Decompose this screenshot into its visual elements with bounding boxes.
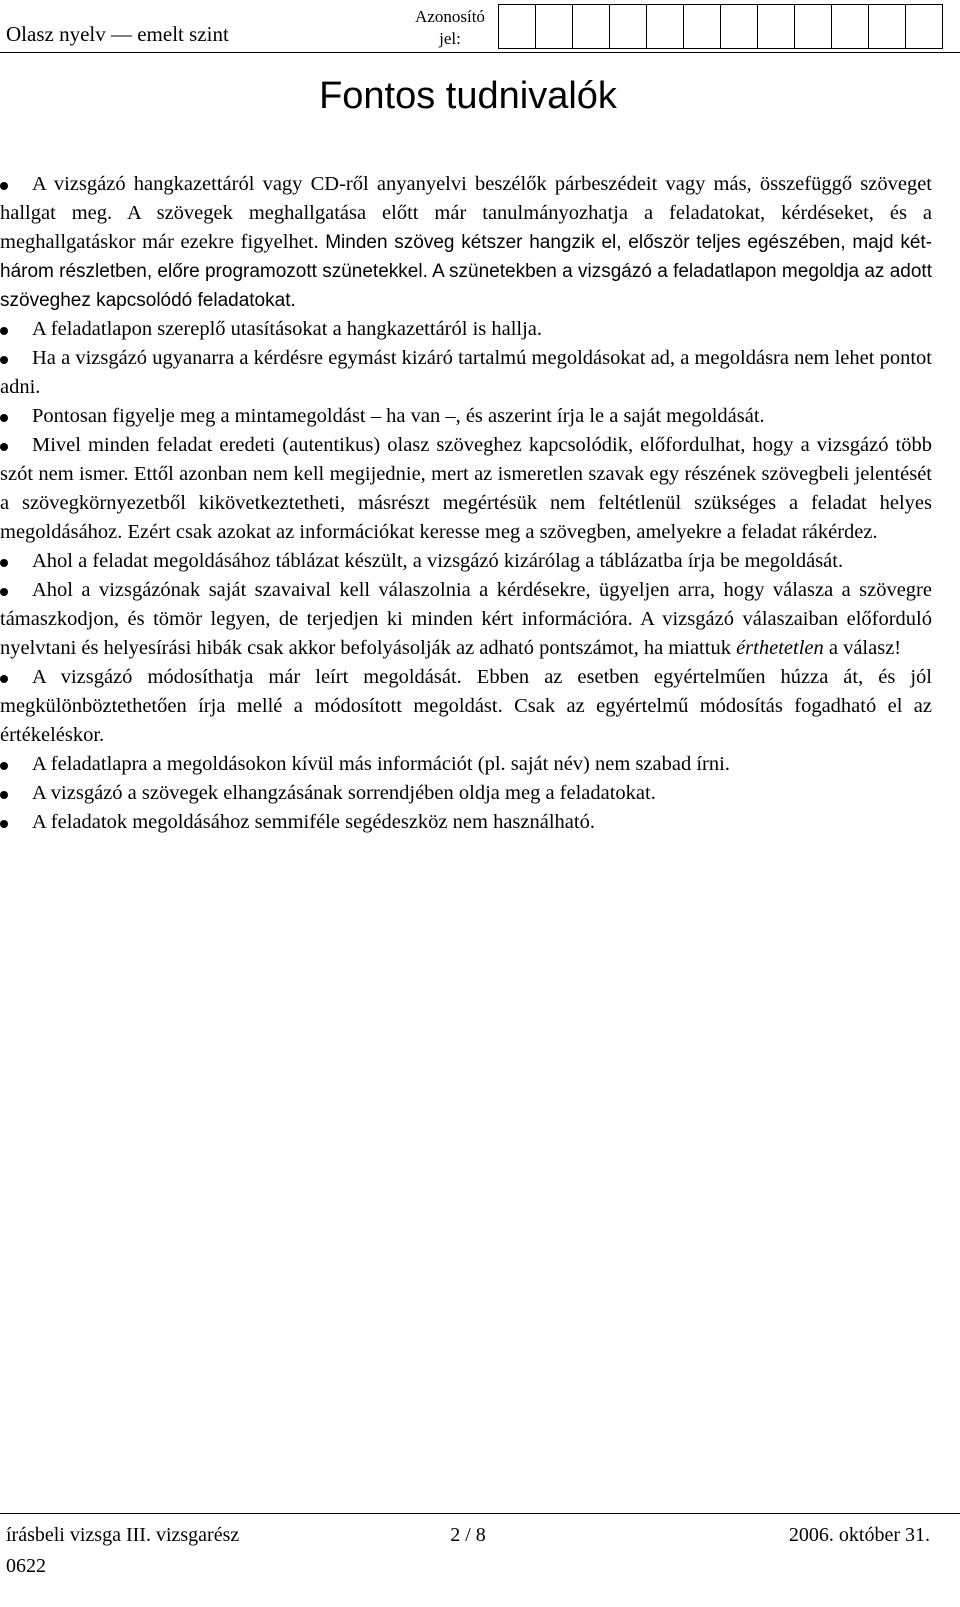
- id-digit-box: [795, 4, 832, 49]
- page-title: Fontos tudnivalók: [319, 75, 617, 117]
- bullet-icon: [0, 402, 66, 431]
- instruction-text-part: A feladatlapra a megoldásokon kívül más információt (pl. saját név) nem szabad írni.: [32, 753, 730, 775]
- instructions-list: [0, 170, 933, 837]
- instruction-text-part: Ahol a vizsgázónak saját szavaival kell válaszolnia a kérdésekre, ügyeljen arra, hogy válasza a szövegre támaszkodjon, és tömör legyen, de terjedjen ki minden kért információra. A vizsgázó válaszaiban előforduló nyelvtani és helyesírási hibák csak akkor befolyásolják az adható pontszámot, ha miattuk: [0, 579, 932, 659]
- instruction-text-part: A vizsgázó hangkazettáról vagy CD-ről anyanyelvi beszélők párbeszédeit vagy más, összefüggő szöveget hallgat meg. A szövegek meghallgatása előtt már tanulmányozhatja a feladatokat, kérdéseket, és a meghallgatáskor már ezekre figyelhet.: [0, 173, 932, 253]
- bullet-icon: [0, 779, 66, 808]
- instruction-text: [0, 808, 932, 837]
- footer-divider: [0, 1513, 960, 1514]
- instruction-text-part: Ha a vizsgázó ugyanarra a kérdésre egymást kizáró tartalmú megoldásokat ad, a megoldásra nem lehet pontot adni.: [0, 347, 932, 398]
- instruction-text: [0, 431, 932, 547]
- footer-date: 2006. október 31.: [788, 1524, 930, 1546]
- id-digit-box: [499, 4, 536, 49]
- header-id-label: Azonosító jel:: [415, 7, 485, 48]
- instruction-text-part: A feladatok megoldásához semmiféle segédeszköz nem használható.: [32, 811, 595, 833]
- bullet-icon: [0, 344, 66, 373]
- instruction-text-part: A vizsgázó módosíthatja már leírt megoldását. Ebben az esetben egyértelműen húzza át, és jól megkülönböztethetően írja mellé a módosított megoldást. Csak az egyértelmű módosítás fogadható el az értékeléskor.: [0, 666, 932, 746]
- id-digit-box: [906, 4, 943, 49]
- instruction-text: [0, 344, 932, 402]
- instruction-item: [0, 344, 932, 402]
- id-number-boxes: [498, 4, 943, 49]
- instruction-item: [0, 663, 932, 750]
- instruction-text-part: Ahol a feladat megoldásához táblázat készült, a vizsgázó kizárólag a táblázatba írja be megoldását.: [32, 550, 844, 572]
- bullet-icon: [0, 576, 66, 605]
- header-subject: Olasz nyelv — emelt szint: [6, 22, 229, 46]
- id-digit-box: [721, 4, 758, 49]
- instruction-item: [32, 547, 932, 576]
- id-digit-box: [684, 4, 721, 49]
- instruction-text: [0, 315, 932, 344]
- instruction-text: [0, 170, 932, 315]
- instruction-text: [0, 402, 932, 431]
- bullet-icon: [0, 750, 66, 779]
- bullet-icon: [0, 315, 66, 344]
- bullet-icon: [0, 808, 66, 837]
- instruction-text-part: Pontosan figyelje meg a mintamegoldást – ha van –, és aszerint írja le a saját megoldását.: [32, 405, 765, 427]
- instruction-text-part: a válasz!: [823, 637, 902, 659]
- instruction-item: [32, 808, 932, 837]
- id-digit-box: [610, 4, 647, 49]
- bullet-icon: [0, 431, 66, 460]
- footer-page-number: 2 / 8: [450, 1524, 486, 1546]
- instruction-item: [32, 779, 932, 808]
- instruction-text-part: A vizsgázó a szövegek elhangzásának sorrendjében oldja meg a feladatokat.: [32, 782, 656, 804]
- instruction-text: [0, 547, 932, 576]
- instruction-text-part: Minden szöveg kétszer hangzik el, először teljes egészében, majd két-három részletben, előre programozott szünetekkel. A szünetekben a vizsgázó a feladatlapon megoldja az adott szöveghez kapcsolódó feladatokat.: [0, 232, 933, 311]
- instruction-text: [0, 576, 932, 663]
- id-digit-box: [573, 4, 610, 49]
- instruction-text: [0, 663, 932, 750]
- instruction-text-part: A feladatlapon szereplő utasításokat a hangkazettáról is hallja.: [32, 318, 543, 340]
- page-header: [0, 0, 960, 56]
- id-digit-box: [536, 4, 573, 49]
- instruction-item: [32, 750, 932, 779]
- instruction-item: [0, 170, 933, 315]
- footer-exam-label: írásbeli vizsga III. vizsgarész: [6, 1524, 240, 1546]
- id-digit-box: [869, 4, 906, 49]
- header-divider: [0, 52, 960, 53]
- id-digit-box: [758, 4, 795, 49]
- id-digit-box: [647, 4, 684, 49]
- instruction-text: [0, 750, 932, 779]
- instruction-text-part: Mivel minden feladat eredeti (autentikus) olasz szöveghez kapcsolódik, előfordulhat, hogy a vizsgázó több szót nem ismer. Ettől azonban nem kell megijednie, mert az ismeretlen szavak egy részének szövegbeli jelentését a szövegkörnyezetből kikövetkeztetheti, másrészt megértésük nem feltétlenül szükséges a feladat helyes megoldásához. Ezért csak azokat az információkat keresse meg a szövegben, amelyekre a feladat rákérdez.: [0, 434, 932, 543]
- instruction-item: [32, 315, 932, 344]
- instruction-item: [0, 431, 932, 547]
- instruction-text: [0, 779, 932, 808]
- bullet-icon: [0, 663, 66, 692]
- footer-exam-code: 0622: [6, 1555, 46, 1577]
- bullet-icon: [0, 170, 66, 199]
- id-digit-box: [832, 4, 869, 49]
- instruction-text-part: érthetetlen: [736, 637, 824, 659]
- bullet-icon: [0, 547, 66, 576]
- instruction-item: [32, 402, 932, 431]
- instruction-item: [0, 576, 932, 663]
